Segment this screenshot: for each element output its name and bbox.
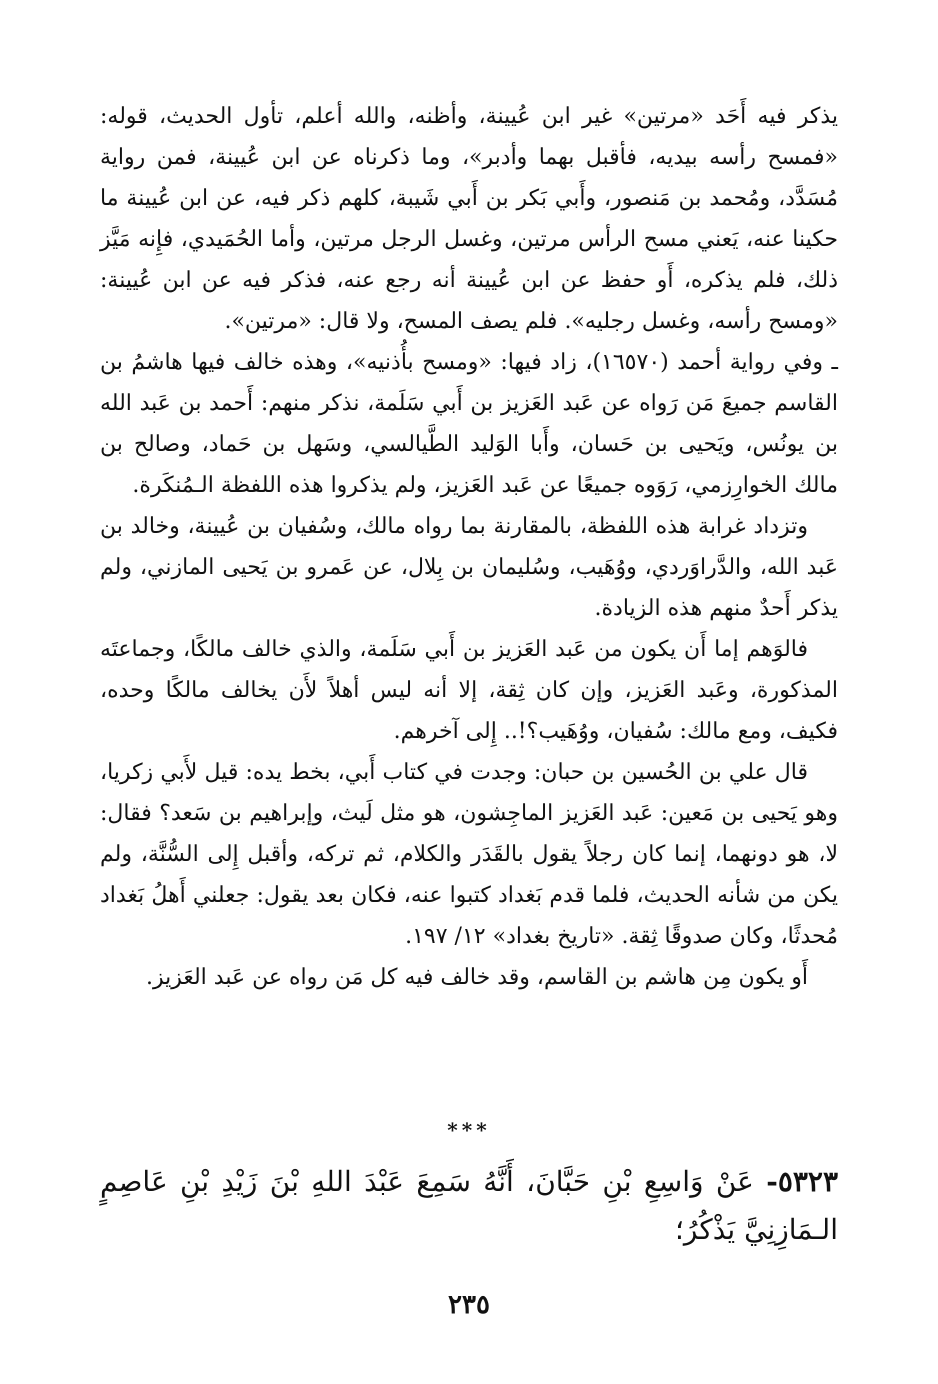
paragraph-5: قال علي بن الحُسين بن حبان: وجدت في كتاب أَبي، بخط يده: قيل لأَبي زكريا، وهو يَحيى بن مَعين: عَبد العَزيز الماجِشون، هو مثل لَيث، وإبراهيم بن سَعد؟ فقال: لا، هو دونهما، إنما كان رجلاً يقول بالقَدَر والكلام، ثم تركه، وأقبل إِلى السُّنَّة، ولم يكن من شأنه الحديث، فلما قدم بَغداد كتبوا عنه، فكان بعد يقول: جعلني أَهلُ بَغداد مُحدثًا، وكان صدوقًا ثِقة. «تاريخ بغداد» ١٢/ ١٩٧. xyxy=(100,760,838,949)
hadith-number: ٥٣٢٣- xyxy=(766,1165,838,1198)
paragraph-1: يذكر فيه أَحَد «مرتين» غير ابن عُيينة، وأظنه، والله أعلم، تأول الحديث، قوله: «فمسح رأسه بيديه، فأقبل بهما وأدبر»، وما ذكرناه عن ابن عُيينة، فمن رواية مُسَدَّد، ومُحمد بن مَنصور، وأَبي بَكر بن أَبي شَيبة، كلهم ذكر فيه، عن ابن عُيينة ما حكينا عنه، يَعني مسح الرأس مرتين، وغسل الرجل مرتين، وأما الحُمَيدي، فإِنه مَيَّز ذلك، فلم يذكره، أَو حفظ عن ابن عُيينة أنه رجع عنه، فذكر فيه عن ابن عُيينة: «ومسح رأسه، وغسل رجليه». فلم يصف المسح، ولا قال: «مرتين». xyxy=(100,104,838,334)
hadith-text: عَنْ وَاسِعِ بْنِ حَبَّانَ، أَنَّهُ سَمِعَ عَبْدَ اللهِ بْنَ زَيْدِ بْنِ عَاصِمٍ الـمَازِنِيَّ يَذْكُرُ؛ xyxy=(100,1165,838,1246)
body-text xyxy=(100,96,838,998)
paragraph-6: أَو يكون مِن هاشم بن القاسم، وقد خالف فيه كل مَن رواه عن عَبد العَزيز. xyxy=(145,965,808,990)
paragraph-2: ـ وفي رواية أحمد (١٦٥٧٠)، زاد فيها: «ومسح بأُذنيه»، وهذه خالف فيها هاشمُ بن القاسم جميعَ مَن رَواه عن عَبد العَزيز بن أَبي سَلَمة، نذكر منهم: أَحمد بن عَبد الله بن يونُس، ويَحيى بن حَسان، وأَبا الوَليد الطَّيالسي، وسَهل بن حَماد، وصالح بن مالك الخوارِزمي، رَوَوه جميعًا عن عَبد العَزيز، ولم يذكروا هذه اللفظة الـمُنكَرة. xyxy=(100,350,838,498)
section-separator: *** xyxy=(447,1118,491,1142)
page-number: ٢٣٥ xyxy=(448,1290,490,1320)
paragraph-4: فالوَهم إما أَن يكون من عَبد العَزيز بن أَبي سَلَمة، والذي خالف مالكًا، وجماعتَه المذكورة، وعَبد العَزيز، وإن كان ثِقة، إلا أنه ليس أهلاً لأَن يخالف مالكًا وحده، فكيف، ومع مالك: سُفيان، ووُهَيب؟!.. إِلى آخرهم. xyxy=(100,637,838,744)
paragraph-3: وتزداد غرابة هذه اللفظة، بالمقارنة بما رواه مالك، وسُفيان بن عُيينة، وخالد بن عَبد الله، والدَّراوَردي، ووُهَيب، وسُليمان بن بِلال، عن عَمرو بن يَحيى المازني، ولم يذكر أَحدٌ منهم هذه الزيادة. xyxy=(100,514,838,621)
hadith-block xyxy=(100,1158,838,1254)
